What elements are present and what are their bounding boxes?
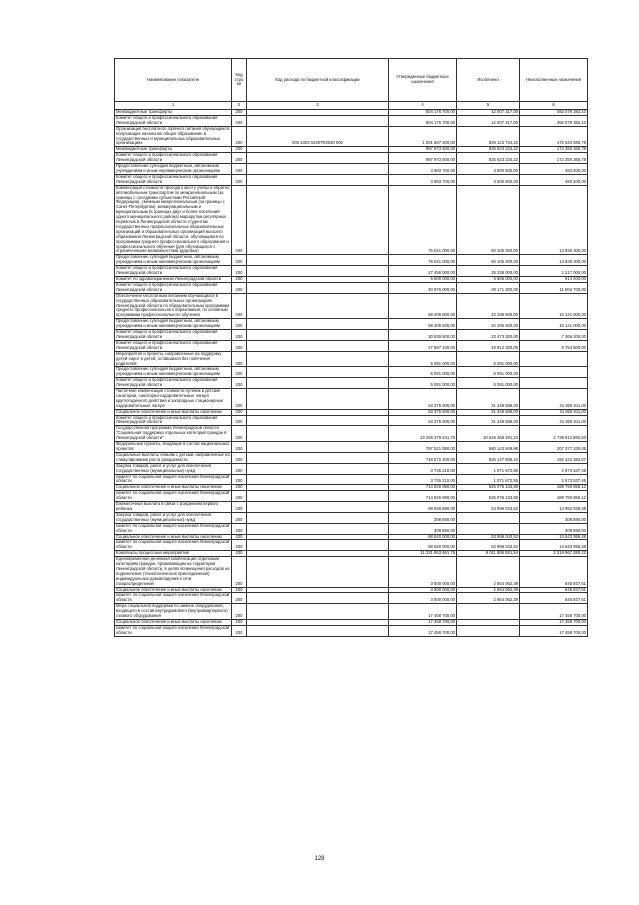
row-approved: 1 001 667 300,00 <box>389 126 457 147</box>
row-name: комитет по социальной защите населения Ленинградской области <box>115 593 232 604</box>
table-row <box>115 389 588 410</box>
row-unexecuted: 483 200,00 <box>520 174 588 185</box>
table-row <box>115 115 588 126</box>
row-budget-code <box>247 604 389 620</box>
row-line-code: 200 <box>232 587 247 593</box>
row-executed: 1 071 672,55 <box>457 474 520 485</box>
row-executed: 29 171 300,00 <box>457 282 520 293</box>
row-line-code: 200 <box>232 389 247 410</box>
row-line-code: 200 <box>232 409 247 415</box>
row-executed: 53 996 043,52 <box>457 502 520 513</box>
row-approved: 58 406 600,00 <box>389 319 457 330</box>
row-line-code: 200 <box>232 540 247 551</box>
row-unexecuted: 492 079 382,10 <box>520 110 588 116</box>
table-row <box>115 340 588 351</box>
row-name: Комитет общего и профессионального образования Ленинградской области <box>115 266 232 277</box>
column-index: 5 <box>457 102 520 110</box>
row-unexecuted: 31 925 911,00 <box>520 389 588 410</box>
table-row <box>115 474 588 485</box>
row-approved: 714 826 990,00 <box>389 491 457 502</box>
row-budget-code <box>247 340 389 351</box>
row-approved: 58 406 600,00 <box>389 293 457 319</box>
row-budget-code <box>247 415 389 426</box>
table-row <box>115 153 588 164</box>
row-unexecuted: 845 937,61 <box>520 587 588 593</box>
row-approved: 75 041 000,00 <box>389 185 457 255</box>
row-budget-code: 000 1003 02407R3040 000 <box>247 126 389 147</box>
row-name: Компенсация стоимости проезда к месту учебы и обратно автомобильным транспортом по межрегиональным (за границы с соседними субъектами Российской Федерации), смежным межрегиональным (за границы с Санкт-Петербургом), межмуниципальным и муниципальным (в границах двух и более поселений одного муниципального района) маршрутам регулярных перевозок в Ленинградской области студентам государственных профессиональных образовательных организаций и образовательных организаций высшего образования Ленинградской области, обучающимся по программам среднего профессионального образования и профессионального обучения (для обучающихся с ограниченными возможностями здоровья) <box>115 185 232 255</box>
row-unexecuted: 483 200,00 <box>520 164 588 175</box>
row-name: комитет по социальной защите населения Ленинградской области <box>115 625 232 636</box>
row-executed: 5 686 000,00 <box>457 277 520 283</box>
row-name: Предоставление субсидий бюджетным, автономным учреждениям и иным некоммерческим организациям <box>115 367 232 378</box>
row-name: Социальное обеспечение и иные выплаты населению <box>115 620 232 626</box>
row-approved: 504 176 700,00 <box>389 115 457 126</box>
row-line-code: 200 <box>232 512 247 523</box>
column-index: 3 <box>247 102 389 110</box>
row-name: Комитет общего и профессионального образования Ленинградской области <box>115 174 232 185</box>
row-name: Единовременная денежная компенсация отдельным категориям граждан, проживающим на территории Ленинградской области, в целях возмещения расходов на подключение (технологическое присоединение) индивидуальных домовладений к сети газораспределения <box>116 556 230 586</box>
table-row <box>115 266 588 277</box>
row-line-code: 200 <box>232 340 247 351</box>
row-approved: 27 456 000,00 <box>389 266 457 277</box>
row-budget-code <box>247 523 389 534</box>
row-budget-code <box>247 540 389 551</box>
row-budget-code <box>247 502 389 513</box>
row-name: Социальное обеспечение и иные выплаты населению <box>115 485 232 491</box>
row-executed: 23 473 300,00 <box>457 330 520 341</box>
row-executed: 53 996 043,52 <box>457 534 520 540</box>
row-approved: 3 983 700,00 <box>389 164 457 175</box>
table-row <box>115 512 588 523</box>
row-executed <box>457 523 520 534</box>
row-unexecuted: 492 079 382,10 <box>520 115 588 126</box>
row-executed: 31 449 589,00 <box>457 415 520 426</box>
header-executed: Исполнено <box>457 59 520 102</box>
row-unexecuted <box>520 367 588 378</box>
row-name: Комитет общего и профессионального образования Ленинградской области <box>115 415 232 426</box>
row-budget-code <box>247 153 389 164</box>
row-budget-code <box>247 174 389 185</box>
row-approved: 714 826 990,00 <box>389 485 457 491</box>
row-executed: 2 654 062,39 <box>457 587 520 593</box>
row-executed: 2 654 062,39 <box>457 557 520 587</box>
header-line-code: Код стро ки <box>232 59 247 102</box>
row-name: Организация бесплатного горячего питания обучающихся, получающих начальное общее образование в государственных и муниципальных образовательных организациях <box>116 126 231 146</box>
row-executed: 2 654 062,39 <box>457 593 520 604</box>
row-executed: 5 091 000,00 <box>457 351 520 367</box>
page-number: 128 <box>314 856 325 862</box>
row-executed: 60 105 300,00 <box>457 185 520 255</box>
row-unexecuted: 16 121 000,00 <box>520 319 588 330</box>
row-executed: 10 519 466 481,23 <box>457 426 520 442</box>
row-unexecuted <box>520 378 588 389</box>
row-name: Закупка товаров, работ и услуг для обеспечения государственных (муниципальных) нужд <box>115 512 232 523</box>
row-line-code: 200 <box>232 351 247 367</box>
row-approved: 63 375 500,00 <box>389 409 457 415</box>
row-unexecuted: 2 739 912 860,53 <box>520 426 588 442</box>
row-budget-code <box>247 164 389 175</box>
row-line-code: 200 <box>232 452 247 463</box>
row-budget-code <box>247 557 389 587</box>
row-line-code: 200 <box>232 266 247 277</box>
row-line-code: 200 <box>232 557 247 587</box>
row-unexecuted: 192 424 393,57 <box>520 452 588 463</box>
row-line-code: 200 <box>232 255 247 266</box>
row-name: Предоставление субсидий бюджетным, автономным учреждениям и иным некоммерческим организациям <box>115 164 232 175</box>
row-approved: 5 091 000,00 <box>389 351 457 367</box>
row-approved: 308 880,00 <box>389 512 457 523</box>
row-executed: 31 449 589,00 <box>457 409 520 415</box>
row-executed: 3 500 500,00 <box>457 174 520 185</box>
row-name: Частичная компенсация стоимости путевок в детские санатории, санаторно-оздоровительные лагеря круглогодичного действия и загородные стационарные оздоровительные лагеря <box>115 389 232 410</box>
row-line-code: 200 <box>232 523 247 534</box>
row-approved: 75 041 000,00 <box>389 255 457 266</box>
row-unexecuted: 14 936 300,00 <box>520 185 588 255</box>
table-row <box>115 442 588 453</box>
row-executed: 825 623 234,22 <box>457 147 520 153</box>
row-unexecuted: 172 543 565,78 <box>520 126 588 147</box>
row-executed: 31 449 589,00 <box>457 389 520 410</box>
row-approved: 718 572 200,00 <box>389 452 457 463</box>
row-unexecuted: 207 377 230,05 <box>520 442 588 453</box>
table-row <box>115 491 588 502</box>
table-row <box>115 625 588 636</box>
row-line-code: 200 <box>232 185 247 255</box>
row-line-code: 200 <box>232 277 247 283</box>
row-name: Социальное обеспечение и иные выплаты населению <box>115 587 232 593</box>
row-name: Предоставление субсидий бюджетным, автономным учреждениям и иным некоммерческим организациям <box>115 319 232 330</box>
row-approved: 5 091 000,00 <box>389 367 457 378</box>
row-executed: 526 147 806,43 <box>457 452 520 463</box>
row-approved: 3 500 000,00 <box>389 587 457 593</box>
row-approved: 504 176 700,00 <box>389 110 457 116</box>
row-approved: 17 458 700,00 <box>389 625 457 636</box>
table-row <box>115 452 588 463</box>
row-name: Обеспечение бесплатным питанием обучающихся в государственных образовательных организациях Ленинградской области по образовательным программам среднего профессионального образования, по основным программам профессионального обучения <box>115 293 232 319</box>
row-executed: 60 105 300,00 <box>457 255 520 266</box>
row-name: Ежемесячная выплата в связи с рождением первого ребенка <box>115 502 232 513</box>
table-row <box>115 415 588 426</box>
table-row <box>115 523 588 534</box>
table-row <box>115 282 588 293</box>
column-index: 2 <box>232 102 247 110</box>
row-executed: 53 996 043,52 <box>457 540 520 551</box>
row-approved: 787 521 080,00 <box>389 442 457 453</box>
row-approved: 27 567 100,00 <box>389 340 457 351</box>
table-row <box>115 604 588 620</box>
row-name: комитет по социальной защите населения Ленинградской области <box>115 540 232 551</box>
row-budget-code <box>247 330 389 341</box>
row-executed: 525 076 133,88 <box>457 491 520 502</box>
row-unexecuted: 14 643 956,48 <box>520 540 588 551</box>
column-index: 4 <box>389 102 457 110</box>
row-unexecuted: 845 937,61 <box>520 557 588 587</box>
row-executed: 5 091 000,00 <box>457 378 520 389</box>
row-name: Комитет общего и профессионального образования Ленинградской области <box>115 330 232 341</box>
header-name: Наименование показателя <box>115 59 232 102</box>
row-approved: 3 983 700,00 <box>389 174 457 185</box>
row-name: Закупка товаров, работ и услуг для обеспечения государственных (муниципальных) нужд <box>115 463 232 474</box>
row-line-code: 200 <box>232 115 247 126</box>
row-unexecuted: 172 350 365,78 <box>520 153 588 164</box>
budget-execution-table <box>114 58 588 637</box>
row-name: Межбюджетные трансферты <box>115 147 232 153</box>
row-unexecuted: 308 880,00 <box>520 512 588 523</box>
row-unexecuted: 189 750 856,12 <box>520 491 588 502</box>
row-line-code: 200 <box>232 463 247 474</box>
row-name: Комитет общего и профессионального образования Ленинградской области <box>115 282 232 293</box>
row-unexecuted: 31 925 911,00 <box>520 409 588 415</box>
row-line-code: 200 <box>232 153 247 164</box>
table-row <box>115 319 588 330</box>
row-executed: 42 285 600,00 <box>457 319 520 330</box>
table-row <box>115 463 588 474</box>
row-budget-code <box>247 442 389 453</box>
row-executed: 9 011 886 581,54 <box>457 551 520 557</box>
row-approved: 308 880,00 <box>389 523 457 534</box>
row-budget-code <box>247 452 389 463</box>
row-unexecuted: 2 673 537,45 <box>520 463 588 474</box>
row-budget-code <box>247 293 389 319</box>
row-line-code: 200 <box>232 604 247 620</box>
row-line-code: 200 <box>232 534 247 540</box>
row-executed <box>457 625 520 636</box>
row-line-code: 200 <box>232 147 247 153</box>
header-budget-code: Код расхода по бюджетной классификации <box>247 59 389 102</box>
row-line-code: 200 <box>232 502 247 513</box>
row-name: Мера социальной поддержки по замене оборудования, входящего в состав внутридомового (внутриквартирного) газового оборудования <box>115 604 232 620</box>
row-line-code: 200 <box>232 474 247 485</box>
column-index: 1 <box>115 102 232 110</box>
row-approved: 3 500 000,00 <box>389 557 457 587</box>
row-unexecuted: 172 350 365,78 <box>520 147 588 153</box>
table-header-row <box>115 59 588 102</box>
row-unexecuted: 17 458 700,00 <box>520 620 588 626</box>
row-name: Федеральные проекты, входящие в состав национальных проектов <box>115 442 232 453</box>
row-approved: 63 375 500,00 <box>389 389 457 410</box>
row-budget-code <box>247 474 389 485</box>
table-row <box>115 426 588 442</box>
header-unexecuted: Неисполненные назначения <box>520 59 588 102</box>
row-name: комитет по социальной защите населения Ленинградской области <box>115 523 232 534</box>
row-unexecuted: 2 217 000,00 <box>520 266 588 277</box>
row-executed: 25 239 000,00 <box>457 266 520 277</box>
table-row <box>115 367 588 378</box>
row-unexecuted: 2 673 537,45 <box>520 474 588 485</box>
row-line-code: 200 <box>232 442 247 453</box>
row-unexecuted: 845 937,61 <box>520 593 588 604</box>
row-line-code: 200 <box>232 282 247 293</box>
row-executed: 829 123 734,22 <box>457 126 520 147</box>
row-unexecuted <box>520 351 588 367</box>
table-row <box>115 255 588 266</box>
row-unexecuted: 8 754 800,00 <box>520 340 588 351</box>
row-line-code: 200 <box>232 330 247 341</box>
row-unexecuted: 7 366 200,00 <box>520 330 588 341</box>
row-budget-code <box>247 282 389 293</box>
table-row <box>115 593 588 604</box>
row-executed <box>457 512 520 523</box>
row-approved: 6 600 000,00 <box>389 277 457 283</box>
row-executed: 5 091 000,00 <box>457 367 520 378</box>
table-row <box>115 174 588 185</box>
table-body <box>115 110 588 637</box>
row-budget-code <box>247 491 389 502</box>
row-name: Государственная программа Ленинградской области "Социальная поддержка отдельных категорий граждан в Ленинградской области" <box>115 426 232 442</box>
row-approved: 3 500 000,00 <box>389 593 457 604</box>
row-unexecuted: 17 458 700,00 <box>520 604 588 620</box>
row-budget-code <box>247 463 389 474</box>
row-name: Комитет общего и профессионального образования Ленинградской области <box>115 115 232 126</box>
row-approved: 5 091 000,00 <box>389 378 457 389</box>
row-executed: 12 007 317,00 <box>457 110 520 116</box>
table-row <box>115 351 588 367</box>
row-approved: 3 745 210,00 <box>389 463 457 474</box>
row-budget-code <box>247 115 389 126</box>
row-name: комитет по социальной защите населения Ленинградской области <box>115 474 232 485</box>
row-approved: 30 839 500,00 <box>389 330 457 341</box>
row-name: Социальное обеспечение и иные выплаты населению <box>115 534 232 540</box>
row-unexecuted: 31 925 911,00 <box>520 415 588 426</box>
row-executed: 18 812 300,00 <box>457 340 520 351</box>
table-row <box>115 540 588 551</box>
table-row <box>115 185 588 255</box>
row-line-code: 200 <box>232 293 247 319</box>
row-approved: 68 948 880,00 <box>389 502 457 513</box>
row-line-code: 200 <box>232 415 247 426</box>
row-budget-code <box>247 512 389 523</box>
table-row <box>115 126 588 147</box>
row-line-code: 200 <box>232 485 247 491</box>
table-row <box>115 557 588 587</box>
row-name: Комитет по здравоохранению Ленинградской области <box>115 277 232 283</box>
row-executed: 12 007 317,00 <box>457 115 520 126</box>
row-line-code: 200 <box>232 593 247 604</box>
row-approved: 11 331 853 961,76 <box>389 551 457 557</box>
row-name: комитет по социальной защите населения Ленинградской области <box>115 491 232 502</box>
row-unexecuted: 14 952 836,48 <box>520 502 588 513</box>
row-budget-code <box>247 625 389 636</box>
row-budget-code <box>247 389 389 410</box>
column-index-row <box>115 102 588 110</box>
table-row <box>115 502 588 513</box>
row-unexecuted: 2 319 967 380,22 <box>520 551 588 557</box>
row-budget-code <box>247 593 389 604</box>
row-unexecuted: 17 458 700,00 <box>520 625 588 636</box>
row-budget-code <box>247 378 389 389</box>
row-budget-code <box>247 319 389 330</box>
row-approved: 13 259 379 341,76 <box>389 426 457 442</box>
row-line-code: 200 <box>232 625 247 636</box>
row-executed: 525 076 133,88 <box>457 485 520 491</box>
row-line-code: 200 <box>232 164 247 175</box>
table-row <box>115 293 588 319</box>
header-approved: Утвержденные бюджетные назначения <box>389 59 457 102</box>
row-line-code: 200 <box>232 126 247 147</box>
row-name: Социальные выплаты семьям с детьми, направленные на стимулирование роста рождаемости <box>116 452 230 462</box>
row-approved: 997 973 600,00 <box>389 147 457 153</box>
row-budget-code <box>247 367 389 378</box>
row-executed: 3 500 500,00 <box>457 164 520 175</box>
row-line-code: 200 <box>232 174 247 185</box>
row-unexecuted: 14 643 956,48 <box>520 534 588 540</box>
row-budget-code <box>247 255 389 266</box>
row-name: Мероприятия и проекты, направленные на поддержку детей-сирот и детей, оставшихся без попечения родителей <box>115 351 232 367</box>
row-name: Комитет общего и профессионального образования Ленинградской области <box>115 378 232 389</box>
row-name: Предоставление субсидий бюджетным, автономным учреждениям и иным некоммерческим организациям <box>115 255 232 266</box>
row-executed: 1 071 672,55 <box>457 463 520 474</box>
row-executed: 42 285 600,00 <box>457 293 520 319</box>
row-approved: 997 973 600,00 <box>389 153 457 164</box>
row-approved: 68 640 000,00 <box>389 540 457 551</box>
row-approved: 68 640 000,00 <box>389 534 457 540</box>
row-approved: 40 976 000,00 <box>389 282 457 293</box>
row-line-code: 200 <box>232 426 247 442</box>
row-approved: 63 375 500,00 <box>389 415 457 426</box>
row-name: Комплексы процессных мероприятий <box>115 551 232 557</box>
table-row <box>115 378 588 389</box>
row-name: Комитет общего и профессионального образования Ленинградской области <box>115 153 232 164</box>
row-line-code: 200 <box>232 620 247 626</box>
row-executed: 580 143 849,96 <box>457 442 520 453</box>
row-unexecuted: 189 750 856,12 <box>520 485 588 491</box>
row-name: Социальное обеспечение и иные выплаты населению <box>115 409 232 415</box>
row-line-code: 200 <box>232 319 247 330</box>
row-executed <box>457 604 520 620</box>
row-line-code: 200 <box>232 378 247 389</box>
row-unexecuted: 914 000,00 <box>520 277 588 283</box>
column-index: 6 <box>520 102 588 110</box>
row-unexecuted: 11 804 700,00 <box>520 282 588 293</box>
row-unexecuted: 14 936 300,00 <box>520 255 588 266</box>
row-unexecuted: 16 121 000,00 <box>520 293 588 319</box>
row-line-code: 200 <box>232 367 247 378</box>
row-executed: 825 623 234,22 <box>457 153 520 164</box>
table-row <box>115 164 588 175</box>
row-line-code: 200 <box>232 551 247 557</box>
row-name: Межбюджетные трансферты <box>115 110 232 116</box>
row-budget-code <box>247 185 389 255</box>
table-row <box>115 330 588 341</box>
row-budget-code <box>247 266 389 277</box>
row-approved: 17 458 700,00 <box>389 604 457 620</box>
row-approved: 3 745 210,00 <box>389 474 457 485</box>
row-line-code: 200 <box>232 491 247 502</box>
row-unexecuted: 308 880,00 <box>520 523 588 534</box>
row-budget-code <box>247 426 389 442</box>
row-line-code: 200 <box>232 110 247 116</box>
row-budget-code <box>247 351 389 367</box>
row-approved: 17 458 700,00 <box>389 620 457 626</box>
row-name: Комитет общего и профессионального образования Ленинградской области <box>115 340 232 351</box>
